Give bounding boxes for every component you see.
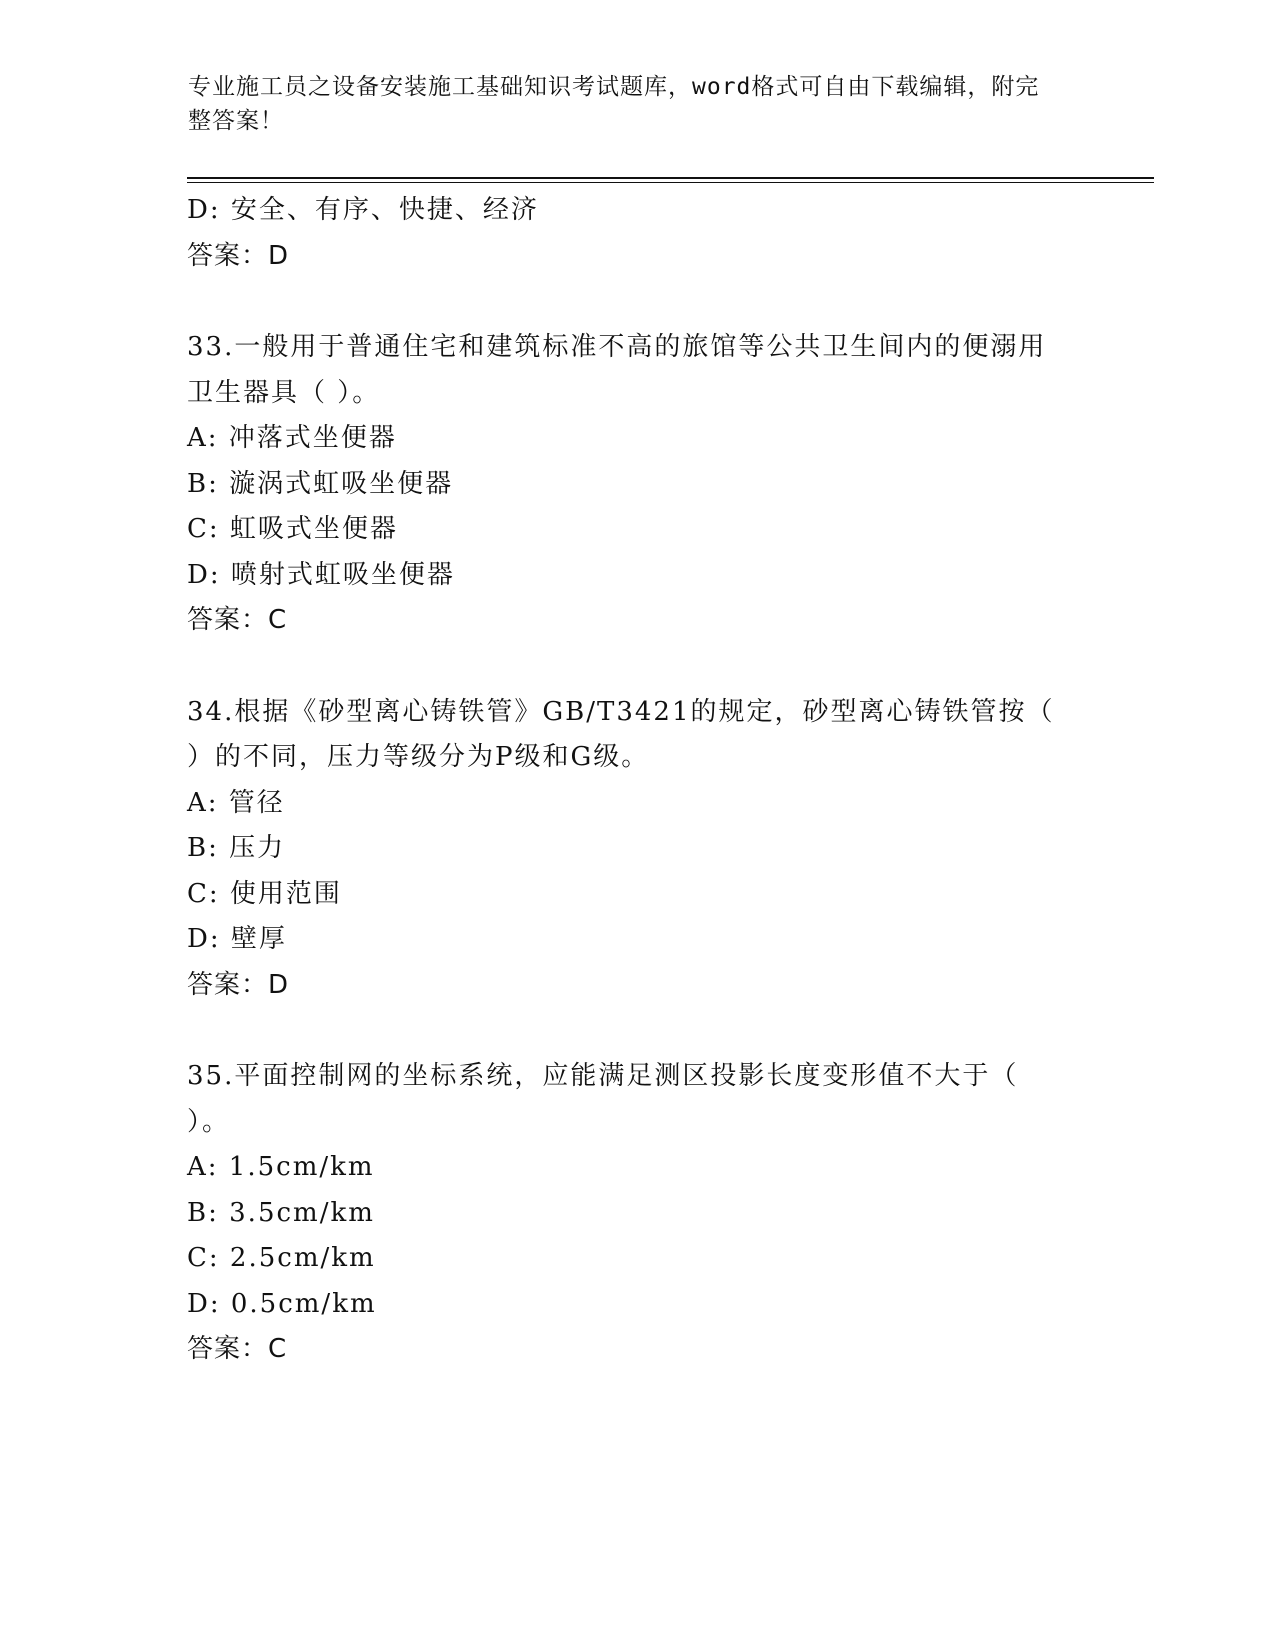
option-b: B: 3.5cm/km <box>187 1197 375 1228</box>
option-c: C: 虹吸式坐便器 <box>187 514 398 544</box>
answer: 答案：C <box>187 1334 288 1364</box>
option-a: A: 管径 <box>187 787 285 818</box>
prev-option-d: D: 安全、有序、快捷、经济 <box>187 195 539 225</box>
question-34 <box>187 690 1087 1009</box>
option-d: D: 壁厚 <box>187 924 287 954</box>
question-stem: 33.一般用于普通住宅和建筑标准不高的旅馆等公共卫生间内的便溺用 <box>187 332 1047 362</box>
question-35 <box>187 1054 1087 1373</box>
header-divider <box>187 177 1154 183</box>
question-list <box>187 188 1087 1373</box>
option-c: C: 2.5cm/km <box>187 1243 376 1273</box>
option-a: A: 冲落式坐便器 <box>187 423 397 453</box>
question-33 <box>187 325 1087 644</box>
header-line-2: 整答案！ <box>188 108 284 134</box>
question-stem: 34.根据《砂型离心铸铁管》GB/T3421的规定，砂型离心铸铁管按（ <box>187 696 1055 727</box>
document-header <box>188 70 1088 138</box>
option-b: B: 漩涡式虹吸坐便器 <box>187 468 454 499</box>
prev-answer: 答案：D <box>187 240 290 271</box>
option-d: D: 0.5cm/km <box>187 1288 377 1319</box>
option-b: B: 压力 <box>187 833 286 863</box>
question-stem: 35.平面控制网的坐标系统，应能满足测区投影长度变形值不大于（ <box>187 1061 1019 1091</box>
answer: 答案：D <box>187 969 290 1000</box>
question-stem-cont: ）的不同，压力等级分为P级和G级。 <box>187 742 650 772</box>
option-c: C: 使用范围 <box>187 878 342 909</box>
option-d: D: 喷射式虹吸坐便器 <box>187 559 455 590</box>
question-stem-cont: 卫生器具（ ）。 <box>187 377 381 408</box>
option-a: A: 1.5cm/km <box>187 1152 375 1182</box>
answer: 答案：C <box>187 605 288 635</box>
question-stem-cont: ）。 <box>187 1106 231 1137</box>
header-line-1: 专业施工员之设备安装施工基础知识考试题库，word格式可自由下载编辑，附完 <box>188 74 1040 100</box>
